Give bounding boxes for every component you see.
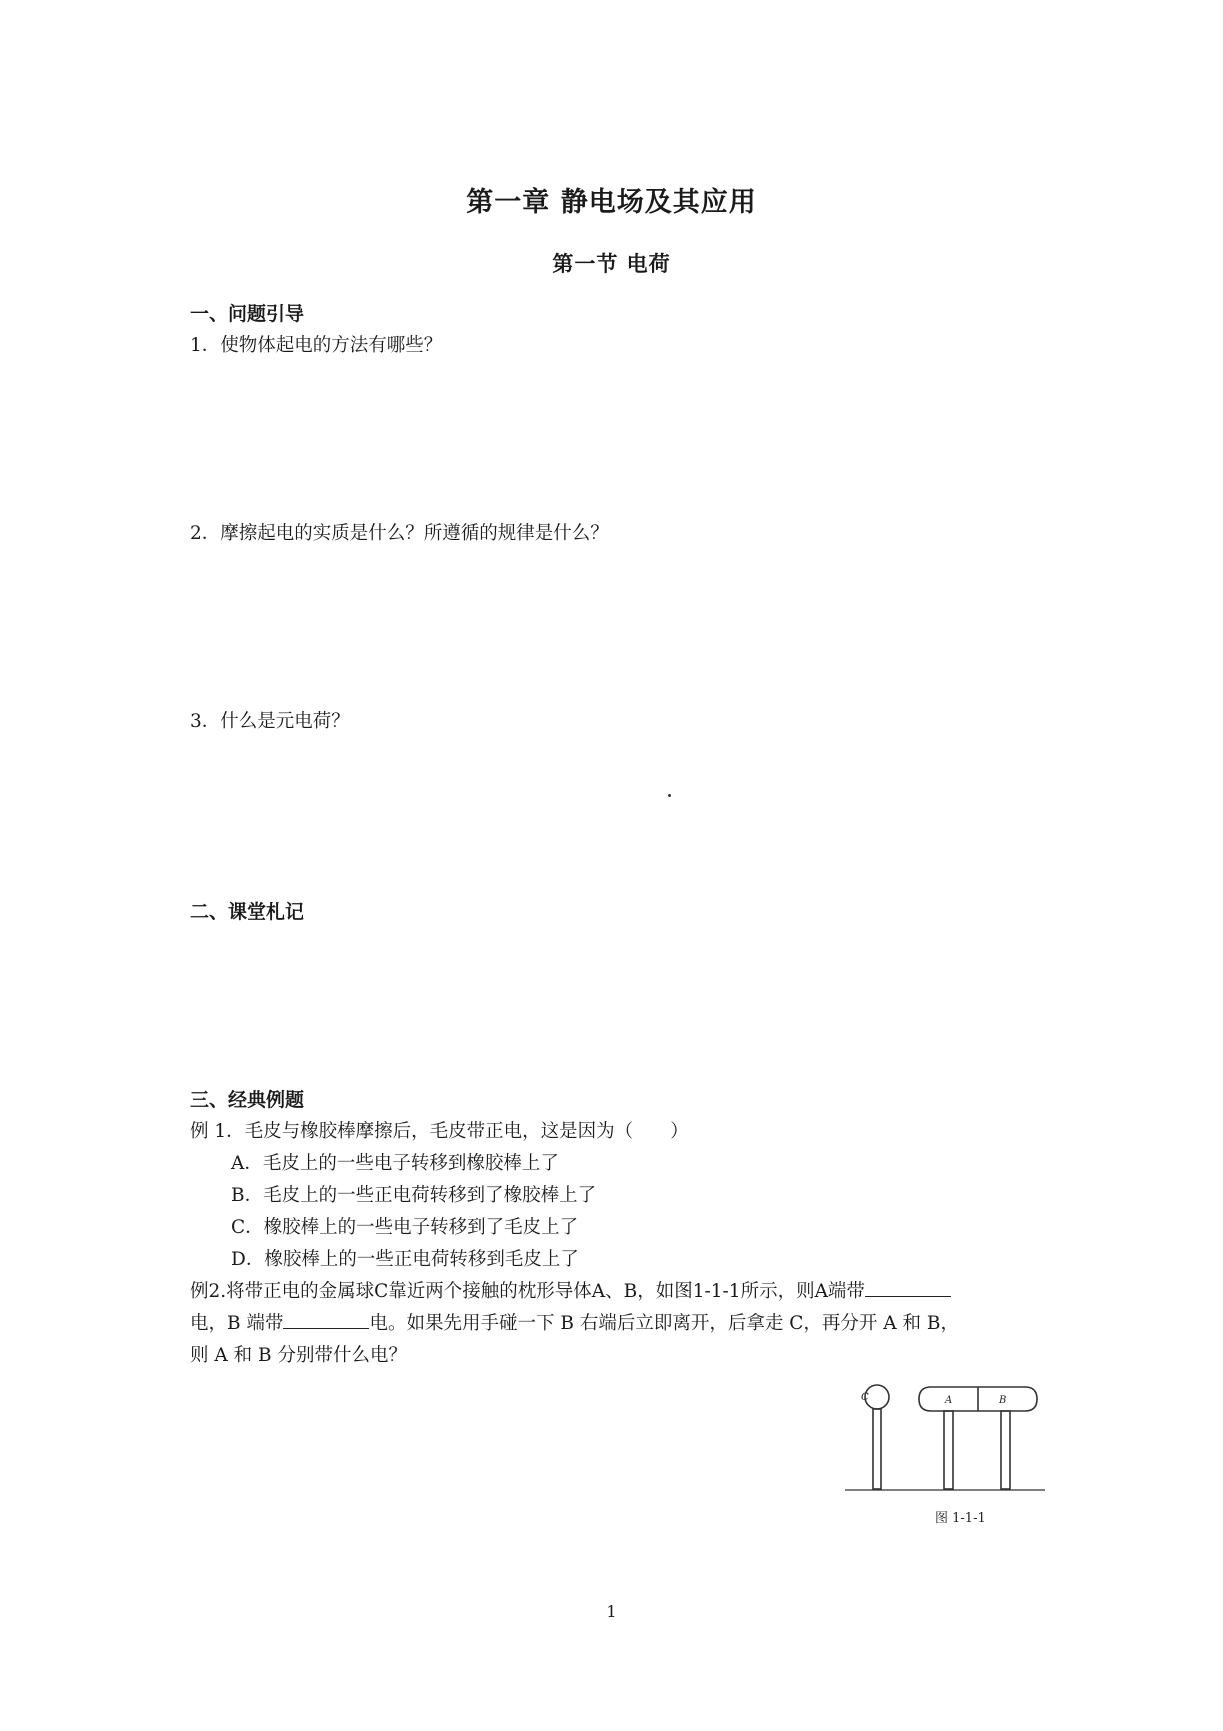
answer-blank-a	[865, 1280, 951, 1297]
figure-label-a: A	[945, 1395, 953, 1406]
question-2: 2．摩擦起电的实质是什么？所遵循的规律是什么？	[190, 523, 609, 544]
question-3: 3．什么是元电荷？	[190, 711, 350, 732]
part3-heading: 三、经典例题	[190, 1089, 305, 1111]
stand-a	[944, 1411, 953, 1489]
example1-option-d: D．橡胶棒上的一些正电荷转移到毛皮上了	[231, 1249, 579, 1270]
part2-heading: 二、课堂札记	[190, 901, 305, 923]
figure-caption: 图 1-1-1	[935, 1511, 986, 1526]
example1-option-c: C．橡胶棒上的一些电子转移到了毛皮上了	[231, 1217, 579, 1238]
question-1: 1．使物体起电的方法有哪些？	[190, 335, 443, 356]
example2-line2	[190, 1309, 959, 1335]
example1-stem: 例 1．毛皮与橡胶棒摩擦后，毛皮带正电，这是因为（ ）	[190, 1121, 689, 1142]
figure-label-c: C	[861, 1392, 869, 1403]
page-number: 1	[606, 1602, 617, 1621]
example2-line2-b: 电。如果先用手碰一下 B 右端后立即离开，后拿走 C，再分开 A 和 B，	[369, 1313, 959, 1334]
section-title: 第一节 电荷	[552, 251, 671, 276]
sphere-stand	[873, 1409, 881, 1489]
answer-blank-b	[283, 1312, 369, 1329]
part1-heading: 一、问题引导	[190, 303, 305, 325]
example1-option-a: A．毛皮上的一些电子转移到橡胶棒上了	[231, 1153, 559, 1174]
figure-1-1-1	[835, 1375, 1050, 1540]
example2-line2-a: 电，B 端带	[190, 1313, 284, 1334]
example1-option-b: B．毛皮上的一些正电荷转移到了橡胶棒上了	[231, 1185, 597, 1206]
example2-line1	[190, 1277, 951, 1303]
stand-b	[1001, 1411, 1010, 1489]
chapter-title: 第一章 静电场及其应用	[466, 187, 757, 218]
example2-line3: 则 A 和 B 分别带什么电？	[190, 1345, 407, 1366]
figure-label-b: B	[999, 1395, 1007, 1406]
example2-line1-text: 例2.将带正电的金属球C靠近两个接触的枕形导体A、B，如图1-1-1所示，则A端带	[190, 1281, 865, 1302]
scan-speck	[668, 794, 671, 797]
